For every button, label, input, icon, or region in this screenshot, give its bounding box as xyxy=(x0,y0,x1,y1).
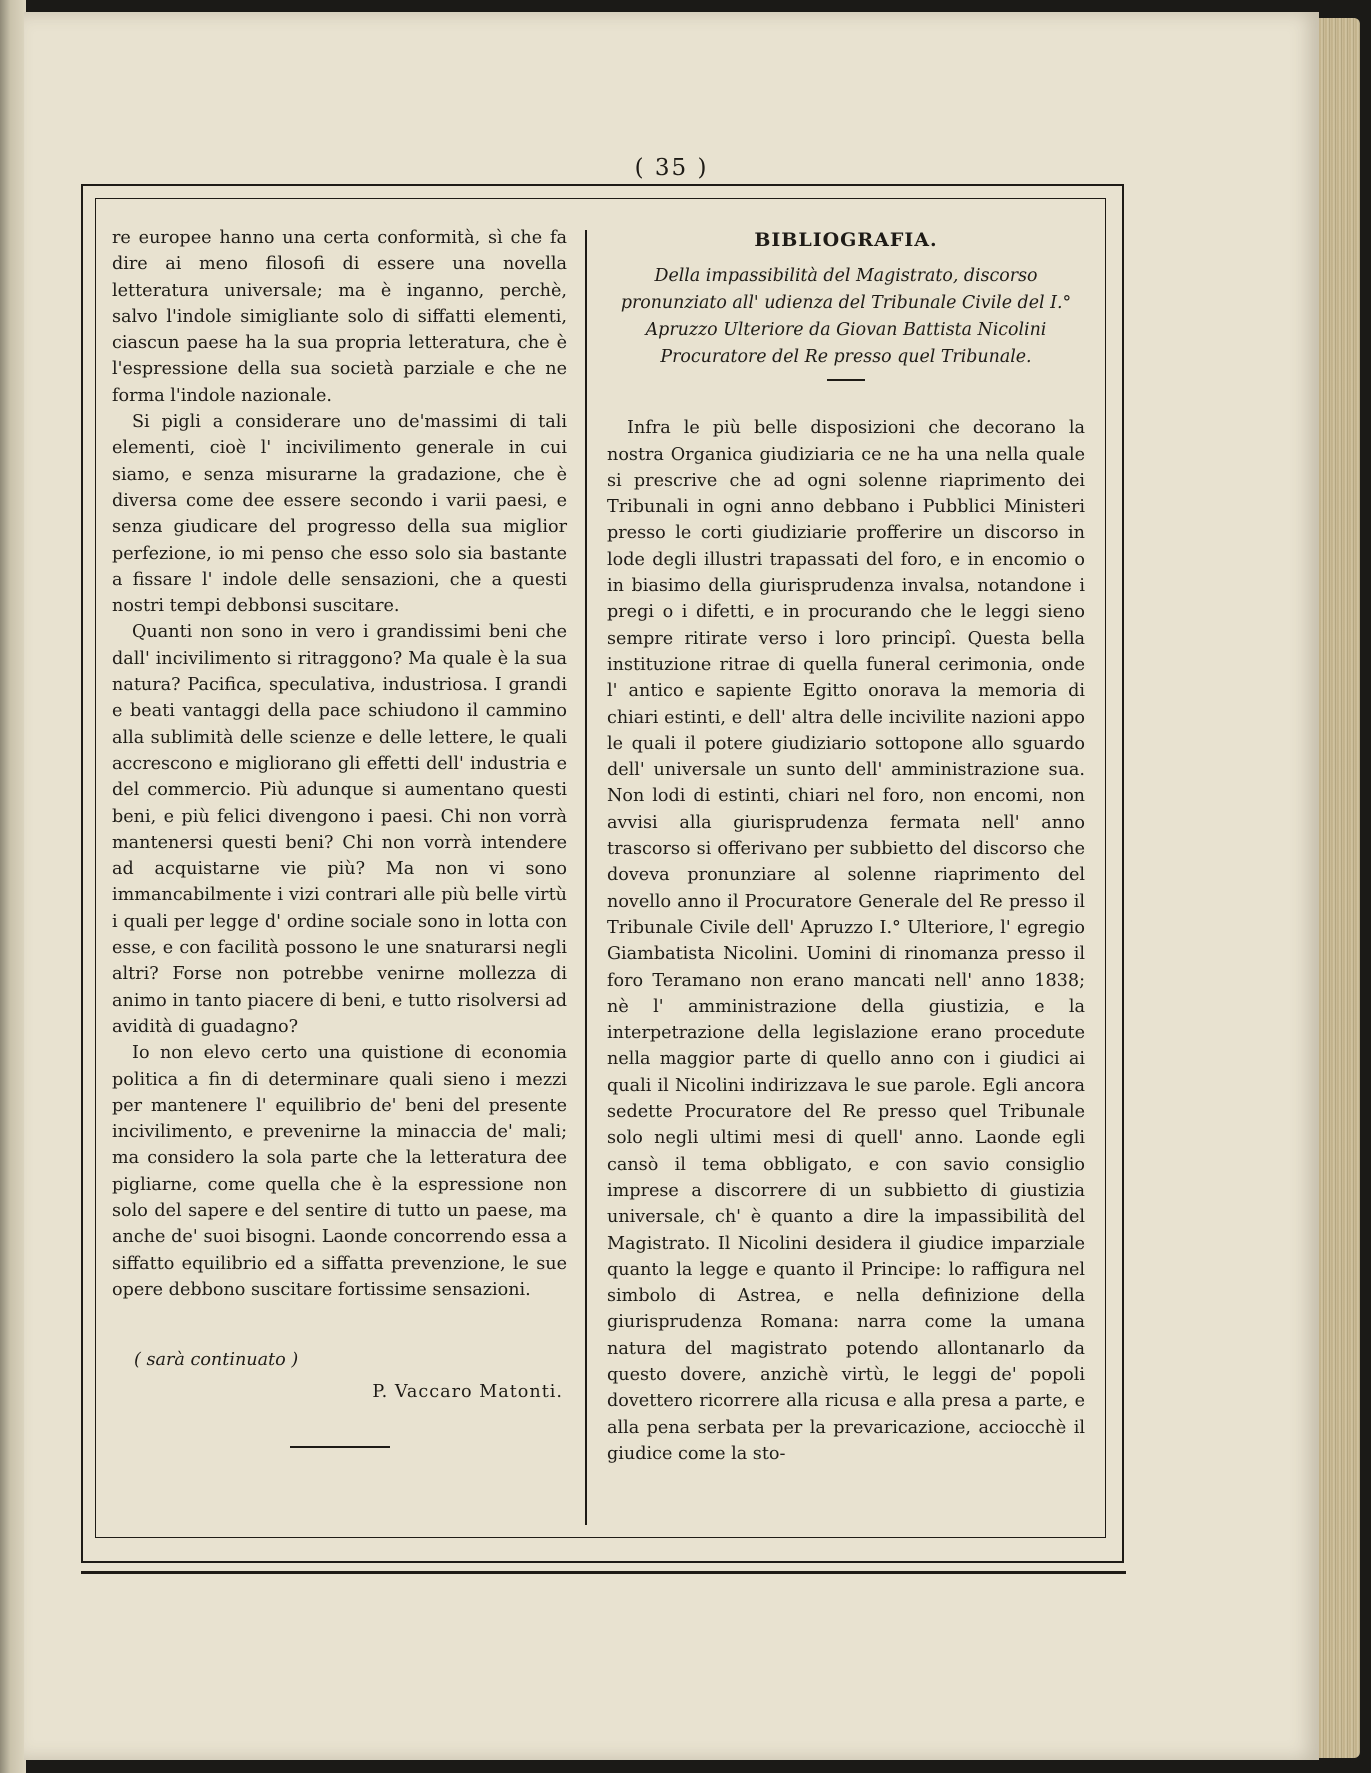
title-rule xyxy=(827,379,865,381)
left-paragraph-3: Quanti non sono in vero i grandissimi beni che dall' incivilimento si ritraggono? Ma quale è la sua natura? Pacifica, speculativa, industriosa. I grandi e beati vantaggi della pace schiudono il cammino alla sublimità delle scienze e delle lettere, le quali accrescono e migliorano gli effetti dell' industria e del commercio. Più adunque si aumentano questi beni, e più felici divengono i paesi. Chi non vorrà mantenersi questi beni? Chi non vorrà intendere ad acquistarne vie più? Ma non vi sono immancabilmente i vizi contrari alle più belle virtù i quali per legge d' ordine sociale sono in lotta con esse, e con facilità possono le une snaturarsi negli altri? Forse non potrebbe venirne mollezza di animo in tanto piacere di beni, e tutto risolversi ad avidità di guadagno? xyxy=(112,622,567,1037)
left-paragraph-1: re europee hanno una certa conformità, sì che fa dire ai meno filosofi di essere una novella letteratura universale; ma è inganno, perchè, salvo l'indole simigliante solo di siffatti elementi, ciascun paese ha la sua propria letteratura, che è l'espressione della sua società parziale e che ne forma l'indole nazionale. xyxy=(112,228,567,406)
page-number: ( 35 ) xyxy=(634,155,709,181)
author-signature: P. Vaccaro Matonti. xyxy=(372,1382,563,1403)
section-title: BIBLIOGRAFIA. xyxy=(754,229,938,251)
left-paragraph-4: Io non elevo certo una quistione di economia politica a fin di determinare quali sieno i mezzi per mantenere l' equilibrio de' beni del presente incivilimento, e prevenirne la minaccia de' mali; ma considero la sola parte che la letteratura dee pigliarne, come quella che è la espressione non solo del sapere e del sentire di tutto un paese, ma anche de' suoi bisogni. Laonde concorrendo essa a siffatto equilibrio ed a siffatta prevenzione, le sue opere debbono suscitare fortissime sensazioni. xyxy=(112,1043,567,1300)
left-paragraph-2: Si pigli a considerare uno de'massimi di tali elementi, cioè l' incivilimento generale in cui siamo, e senza misurarne la gradazione, che è diversa come dee essere secondo i varii paesi, e senza giudicare del progresso della sua miglior perfezione, io mi penso che esso solo sia bastante a fissare l' indole delle sensazioni, che a questi nostri tempi debbonsi suscitare. xyxy=(112,412,567,617)
left-column xyxy=(112,225,567,1448)
reviewed-work-title: Della impassibilità del Magistrato, discorso pronunziato all' udienza del Tribunale Civile del I.° Apruzzo Ulteriore da Giovan Battista Nicolini Procuratore del Re presso quel Tribunale. xyxy=(620,266,1072,368)
end-rule xyxy=(290,1446,390,1448)
continued-note: ( sarà continuato ) xyxy=(134,1350,299,1371)
previous-page-edge xyxy=(0,0,26,1773)
right-column xyxy=(607,225,1085,1467)
page-stack-edge xyxy=(1312,18,1360,1758)
right-paragraph-1: Infra le più belle disposizioni che decorano la nostra Organica giudiziaria ce ne ha una nella quale si prescrive che ad ogni solenne riaprimento dei Tribunali in ogni anno debbano i Pubblici Ministeri presso le corti giudiziarie profferire un discorso in lode degli illustri trapassati del foro, e in encomio o in biasimo della giurisprudenza invalsa, notandone i pregi o i difetti, e in procurando che le leggi sieno sempre ritirate verso i loro principî. Questa bella instituzione ritrae di quella funeral cerimonia, onde l' antico e sapiente Egitto onorava la memoria di chiari estinti, e dell' altra delle incivilite nazioni appo le quali il potere giudiziario sottopone allo sguardo dell' universale un sunto dell' amministrazione sua. Non lodi di estinti, chiari nel foro, non encomi, non avvisi alla giurisprudenza fermata nell' anno trascorso si offerivano per subbietto del discorso che doveva pronunziare al solenne riaprimento del novello anno il Procuratore Generale del Re presso il Tribunale Civile dell' Apruzzo I.° Ulteriore, l' egregio Giambatista Nicolini. Uomini di rinomanza presso il foro Teramano non erano mancati nell' anno 1838; nè l' amministrazione della giustizia, e la interpetrazione della legislazione erano procedute nella maggior parte di quello anno con i giudici ai quali il Nicolini indirizzava le sue parole. Egli ancora sedette Procuratore del Re presso quel Tribunale solo negli ultimi mesi di quell' anno. Laonde egli cansò il tema obbligato, e con savio consiglio imprese a discorrere di un subbietto di giustizia universale, ch' è quanto a dire la impassibilità del Magistrato. Il Nicolini desidera il giudice imparziale quanto la legge e quanto il Principe: lo raffigura nel simbolo di Astrea, e nella definizione della giurisprudenza Romana: narra come la umana natura del magistrato potendo allontanarlo da questo dovere, anzichè virtù, le leggi de' popoli dovettero ricorrere alla ricusa e alla presa a parte, e alla pena serbata per la prevaricazione, acciocchè il giudice come la sto- xyxy=(607,418,1085,1464)
column-divider xyxy=(585,230,587,1525)
bottom-rule xyxy=(81,1571,1126,1574)
